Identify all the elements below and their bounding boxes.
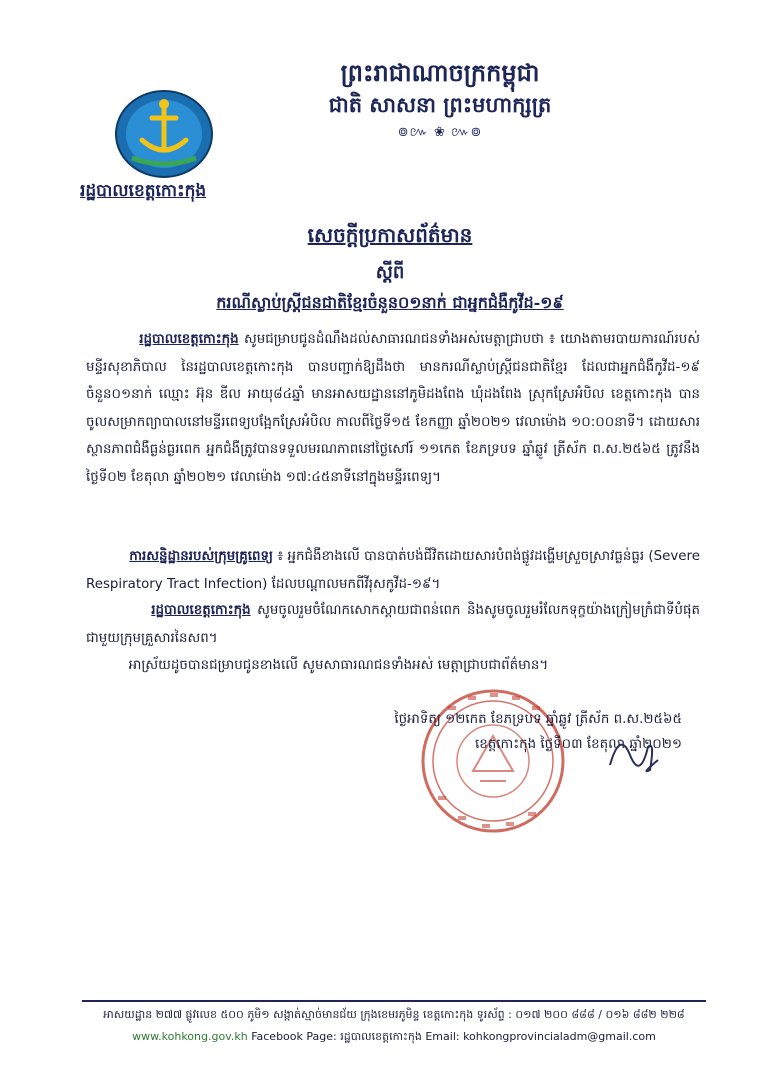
ornament-divider: ៙៚ ❀ ៚៙ <box>397 125 483 140</box>
paragraph-lead: រដ្ឋបាលខេត្តកោះកុង <box>151 603 251 618</box>
footer-social-email: Facebook Page: រដ្ឋបាលខេត្តកោះកុង Email: kohkongprovincialadm@gmail.com <box>247 1030 656 1043</box>
provincial-logo-emblem <box>112 88 216 180</box>
paragraph-condolence <box>86 597 700 652</box>
paragraph-text: សូមជម្រាបជូនដំណឹងដល់សាធារណជនទាំងអស់មេត្តាជ្រាបថា ៖ យោងតាមរបាយការណ៍របស់មន្ទីរសុខាភិបាល នៃរដ្ឋបាលខេត្តកោះកុង បានបញ្ជាក់ឱ្យដឹងថា មានករណីស្លាប់ស្ត្រីជនជាតិខ្មែរ ដែលជាអ្នកជំងឺកូវីដ-១៩ ចំនួន០១នាក់ ឈ្មោះ អ៊ុន ឌីល អាយុ៨៤ឆ្នាំ មានអាសយដ្ឋាននៅភូមិដងពែង ឃុំដងពែង ស្រុកស្រែអំបិល ខេត្តកោះកុង បានចូលសម្រាកព្យាបាលនៅមន្ទីរពេទ្យបង្អែកស្រែអំបិល កាលពីថ្ងៃទី១៥ ខែកញ្ញា ឆ្នាំ២០២១ វេលាម៉ោង ១០:០០នាទី។ ដោយសារស្ថានភាពជំងឺធ្ងន់ធ្ងរពេក អ្នកជំងឺត្រូវបានទទួលមរណភាពនៅថ្ងៃសៅរ៍ ១១កេត ខែភទ្របទ ឆ្នាំឆ្លូវ ត្រីស័ក ព.ស.២៥៦៥ ត្រូវនឹងថ្ងៃទី០២ ខែតុលា ឆ្នាំ២០២១ វេលាម៉ោង ១៧:៤៥នាទីនៅក្នុងមន្ទីរពេទ្យ។ <box>86 332 700 485</box>
solar-date: ខេត្តកោះកុង ថ្ងៃទី០៣ ខែតុលា ឆ្នាំ២០២១ <box>475 737 682 752</box>
footer-address: អាសយដ្ឋាន ២៧៧ ផ្លូវលេខ ៥០០ ភូមិ១ សង្កាត់ស្មាច់មានជ័យ ក្រុងខេមរភូមិន្ទ ខេត្តកោះកុង ទូរស័ព្ទ : ០១៧ ២០០ ៨៨៨ / ០១៦ ៨៨២ ២២៨ <box>103 1008 685 1021</box>
lunar-date: ថ្ងៃអាទិត្យ ១២កេត ខែភទ្របទ ឆ្នាំឆ្លូវ ត្រីស័ក ព.ស.២៥៦៥ <box>394 712 682 727</box>
paragraph-text: ៖ អ្នកជំងឺខាងលើ បានបាត់បង់ជីវិតដោយសារបំពង់ផ្លូវដង្ហើមស្រួចស្រាវធ្ងន់ធ្ងរ (Severe Respiratory Tract Infection) ដែលបណ្តាលមកពីវីរុសកូវីដ-១៩។ <box>86 549 700 592</box>
official-seal-stamp <box>418 686 568 836</box>
paragraph-conclusion <box>86 543 700 598</box>
footer-divider <box>82 1000 706 1002</box>
document-subject: ករណីស្លាប់ស្ត្រីជនជាតិខ្មែរចំនួន០១នាក់ ជាអ្នកជំងឺកូវីដ-១៩ <box>216 293 564 312</box>
paragraph-lead: រដ្ឋបាលខេត្តកោះកុង <box>139 332 239 347</box>
footer-contacts <box>82 1030 706 1046</box>
paragraph-announcement <box>86 326 700 491</box>
issuer-label: រដ្ឋបាលខេត្តកោះកុង <box>80 181 207 201</box>
paragraph-closing <box>86 652 700 680</box>
paragraph-text: អាស្រ័យដូចបានជម្រាបជូនខាងលើ សូមសាធារណជនទាំងអស់ មេត្តាជ្រាបជាព័ត៌មាន។ <box>128 658 549 673</box>
paragraph-text: សូមចូលរួមចំណែកសោកស្តាយជាពន់ពេក និងសូមចូលរួមរំលែកទុក្ខយ៉ាងក្រៀមក្រំជាទីបំផុតជាមួយក្រុមគ្រួសារនៃសព។ <box>86 603 700 646</box>
kingdom-heading: ព្រះរាជាណាចក្រកម្ពុជា <box>340 58 540 87</box>
paragraph-lead: ការសន្និដ្ឋានរបស់ក្រុមគ្រូពេទ្យ <box>129 549 273 564</box>
document-title: សេចក្តីប្រកាសព័ត៌មាន <box>307 223 473 247</box>
national-motto: ជាតិ សាសនា ព្រះមហាក្សត្រ <box>328 92 552 117</box>
website-link[interactable]: www.kohkong.gov.kh <box>132 1030 248 1043</box>
handwritten-signature <box>600 725 670 780</box>
title-connector: ស្តីពី <box>375 262 405 283</box>
